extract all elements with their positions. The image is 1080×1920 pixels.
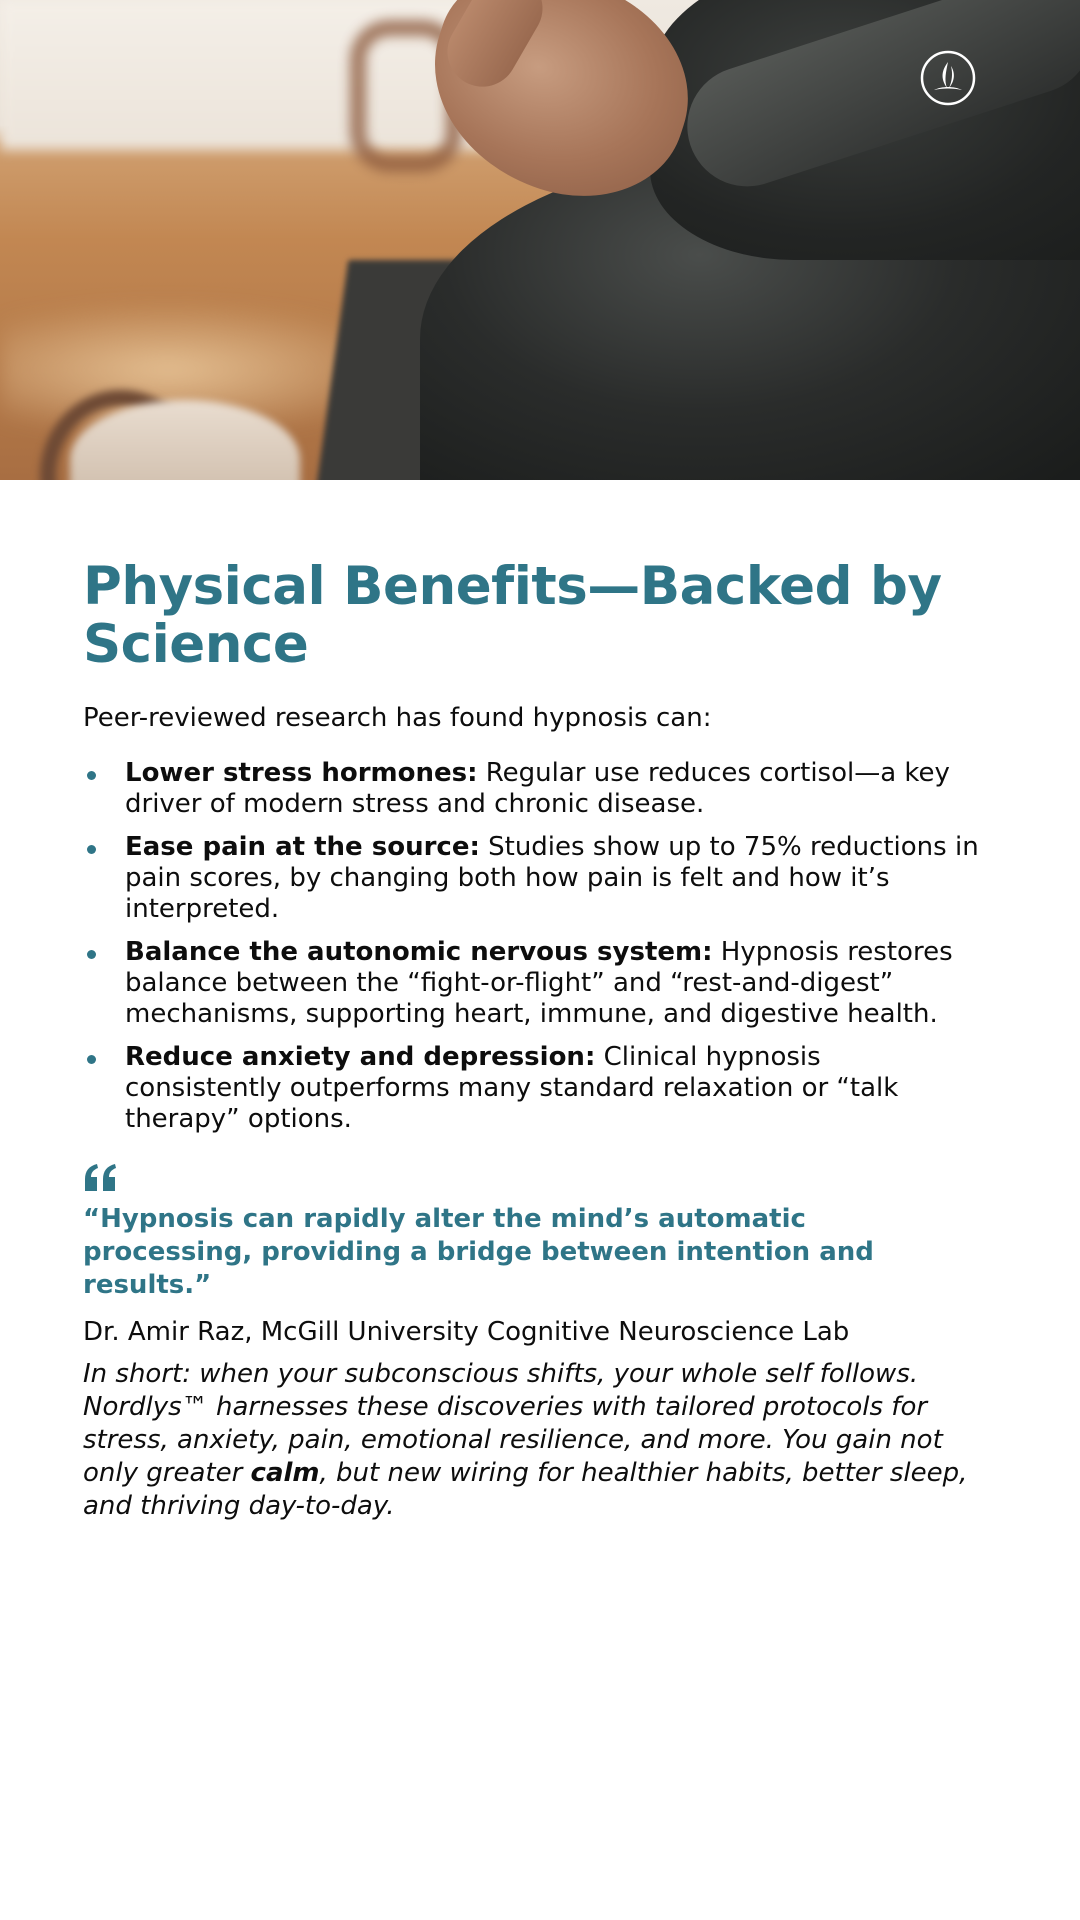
quote-attribution: Dr. Amir Raz, McGill University Cognitive Neuroscience Lab xyxy=(83,1317,850,1347)
bullet-dot-icon xyxy=(87,771,96,780)
benefits-list xyxy=(83,758,983,1135)
benefit-text: Regular use reduces cortisol—a key driver of modern stress and chronic disease. xyxy=(125,758,950,819)
benefit-item xyxy=(83,832,983,925)
summary-paragraph xyxy=(83,1358,983,1523)
pull-quote: “Hypnosis can rapidly alter the mind’s automatic processing, providing a bridge between intention and results.” xyxy=(83,1204,874,1300)
benefit-lead: Ease pain at the source: xyxy=(125,832,480,862)
article-content xyxy=(83,558,983,1523)
summary-emphasis: calm xyxy=(250,1458,320,1488)
summary-text-start: In short: when your subconscious shifts, your whole self follows. Nordlys™ harnesses these discoveries with tailored protocols for stress, anxiety, pain, emotional resilience, and more. You gain not only greater xyxy=(83,1359,943,1488)
summary-text-end: , but new wiring for healthier habits, better sleep, and thriving day-to-day. xyxy=(83,1458,968,1521)
benefit-text: Hypnosis restores balance between the “fight-or-flight” and “rest-and-digest” mechanisms, supporting heart, immune, and digestive health. xyxy=(125,937,953,1029)
benefit-lead: Reduce anxiety and depression: xyxy=(125,1042,596,1072)
bullet-dot-icon xyxy=(87,845,96,854)
benefit-item xyxy=(83,1042,983,1135)
benefit-lead: Balance the autonomic nervous system: xyxy=(125,937,713,967)
hero-photo xyxy=(0,0,1080,480)
bullet-dot-icon xyxy=(87,1055,96,1064)
benefit-item xyxy=(83,758,983,820)
benefit-item xyxy=(83,937,983,1030)
benefit-text: Studies show up to 75% reductions in pain scores, by changing both how pain is felt and how it’s interpreted. xyxy=(125,832,979,924)
benefit-text: Clinical hypnosis consistently outperforms many standard relaxation or “talk therapy” options. xyxy=(125,1042,899,1134)
intro-text: Peer-reviewed research has found hypnosis can: xyxy=(83,703,712,733)
bullet-dot-icon xyxy=(87,950,96,959)
quote-mark-icon xyxy=(83,1163,983,1197)
flame-leaf-logo-icon xyxy=(920,50,976,106)
benefit-lead: Lower stress hormones: xyxy=(125,758,478,788)
page-title: Physical Benefits—Backed by Science xyxy=(83,556,942,675)
